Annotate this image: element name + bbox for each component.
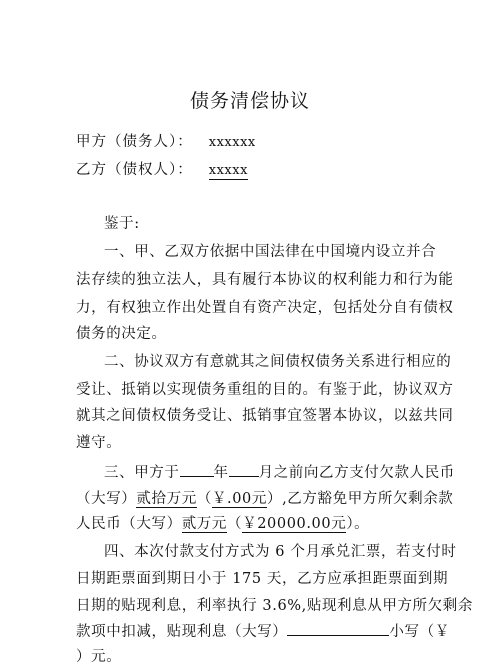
amount-number-2: ￥20000.00元 (242, 516, 347, 532)
clause-4-line-3: 日期的贴现利息，利率执行 3.6%,贴现利息从甲方所欠剩余 (76, 598, 473, 614)
clause-4-line-4 (76, 620, 450, 641)
clause-1-line-2: 法存续的独立法人，具有履行本协议的权利能力和行为能 (76, 272, 454, 288)
clause-3-text-b: 年 (213, 465, 229, 481)
clause-2-line-2: 受让、抵销以实现债务重组的目的。有鉴于此，协议双方 (76, 382, 454, 398)
party-b-line (76, 158, 248, 179)
clause-4-line-5: ）元。 (76, 649, 122, 665)
clause-1-line-1: 一、甲、乙双方依据中国法律在中国境内设立并合 (104, 244, 437, 260)
party-a-label: 甲方（债务人）： (76, 134, 193, 150)
month-blank (229, 462, 259, 477)
clause-3-text-c: 月之前向乙方支付欠款人民币 (258, 465, 455, 481)
clause-3-text-h: （ (227, 516, 243, 532)
amount-number-1: ￥.00元 (211, 491, 267, 507)
clause-1-line-3: 力，有权独立作出处置自有资产决定，包括处分自有债权 (76, 300, 454, 316)
clause-3-line-1 (104, 461, 455, 482)
party-a-value: xxxxxx (208, 135, 256, 150)
party-a-line (76, 130, 256, 151)
clause-3-line-2 (76, 487, 454, 508)
clause-4-text-a: 款项中扣减，贴现利息（大写） (76, 624, 288, 640)
clause-3-text-g: 人民币（大写） (76, 516, 182, 532)
discount-interest-blank (287, 621, 389, 636)
whereas-heading: 鉴于: (104, 216, 140, 232)
party-b-label: 乙方（债权人）： (76, 162, 193, 178)
clause-3-line-3 (76, 512, 436, 533)
amount-words-2: 贰万元 (181, 516, 228, 532)
clause-3-text-a: 三、甲方于 (104, 465, 180, 481)
clause-2-line-4: 遵守。 (76, 435, 122, 451)
clause-4-line-1: 四、本次付款支付方式为 6 个月承兑汇票，若支付时 (104, 544, 457, 560)
party-b-value: xxxxx (208, 163, 248, 178)
clause-3-text-d: （大写） (76, 491, 137, 507)
clause-3-text-i: ）。 (346, 516, 370, 532)
clause-3-text-e: （ (196, 491, 212, 507)
clause-2-line-3: 就其之间债权债务受让、抵销事宜签署本协议，以兹共同 (76, 408, 454, 424)
amount-words-1: 贰拾万元 (136, 491, 197, 507)
clause-3-text-f: ）,乙方豁免甲方所欠剩余款 (266, 491, 454, 507)
clause-4-text-b: 小写（￥ (389, 624, 450, 640)
year-blank (180, 462, 214, 477)
clause-2-line-1: 二、协议双方有意就其之间债权债务关系进行相应的 (104, 354, 452, 370)
document-title: 债务清偿协议 (189, 90, 310, 112)
clause-4-line-2: 日期距票面到期日小于 175 天，乙方应承担距票面到期 (76, 571, 449, 587)
clause-1-line-4: 债务的决定。 (76, 326, 167, 342)
